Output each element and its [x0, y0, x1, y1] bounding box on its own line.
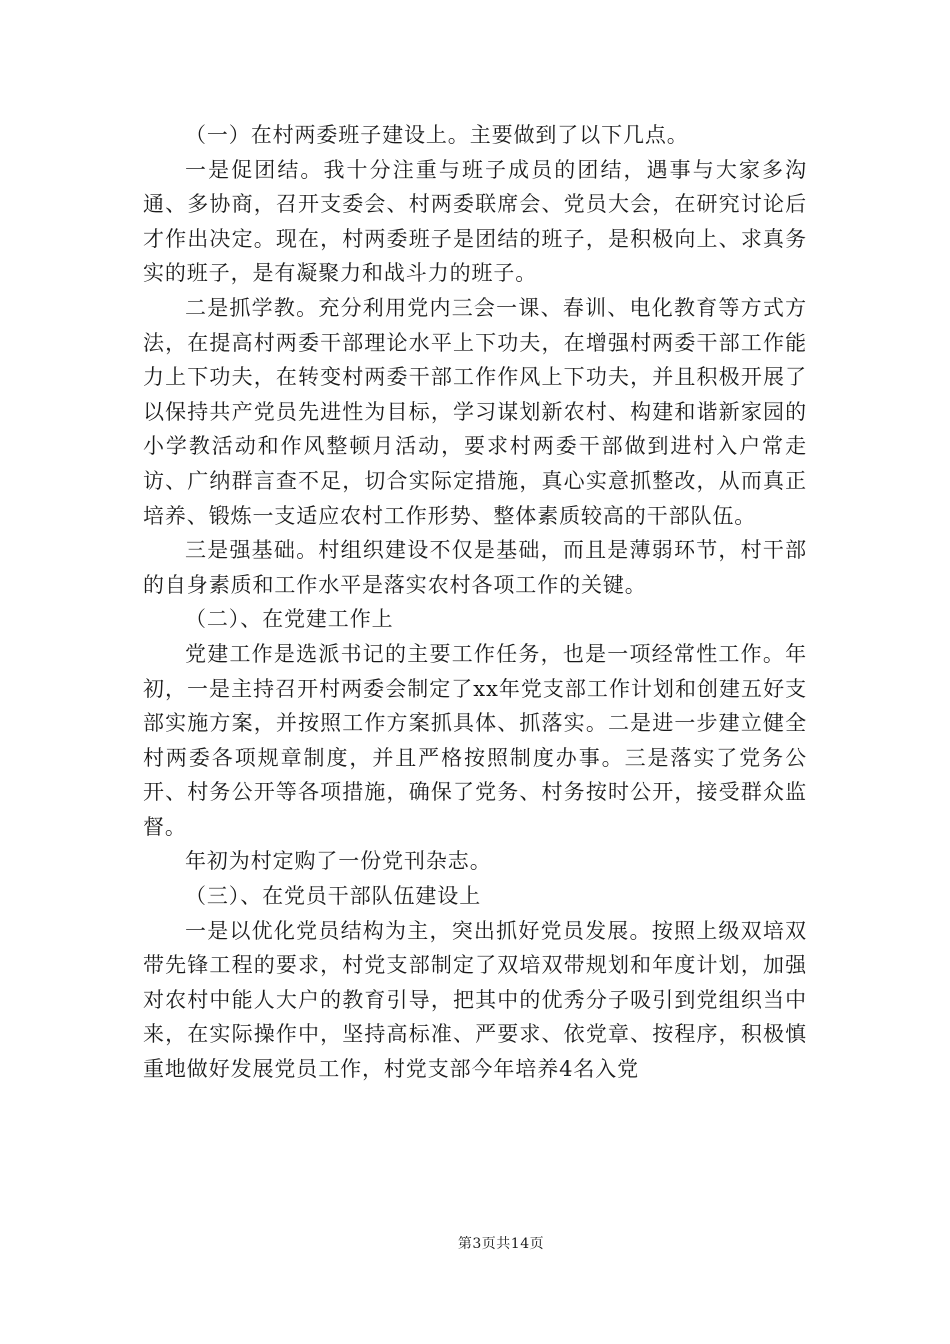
paragraph-study: 二是抓学教。充分利用党内三会一课、春训、电化教育等方式方法，在提高村两委干部理论水平上下功夫，在增强村两委干部工作能力上下功夫，在转变村两委干部工作作风上下功夫，并且积极开展了以保持共产党员先进性为目标，学习谋划新农村、构建和谐新家园的小学教活动和作风整顿月活动，要求村两委干部做到进村入户常走访、广纳群言查不足，切合实际定措施，真心实意抓整改，从而真正培养、锻炼一支适应农村工作形势、整体素质较高的干部队伍。	[143, 295, 807, 528]
section-heading-1: （一）在村两委班子建设上。主要做到了以下几点。	[185, 123, 689, 147]
paragraph-foundation: 三是强基础。村组织建设不仅是基础，而且是薄弱环节，村干部的自身素质和工作水平是落实农村各项工作的关键。	[143, 538, 807, 597]
paragraph-member-development: 一是以优化党员结构为主，突出抓好党员发展。按照上级双培双带先锋工程的要求，村党支部制定了双培双带规划和年度计划，加强对农村中能人大户的教育引导，把其中的优秀分子吸引到党组织当中来，在实际操作中，坚持高标准、严要求、依党章、按程序，积极慎重地做好发展党员工作，村党支部今年培养4名入党	[143, 918, 807, 1082]
document-body	[143, 118, 807, 1087]
page-number-footer: 第3页共14页	[457, 1236, 545, 1252]
paragraph-unity: 一是促团结。我十分注重与班子成员的团结，遇事与大家多沟通、多协商，召开支委会、村两委联席会、党员大会，在研究讨论后才作出决定。现在，村两委班子是团结的班子，是积极向上、求真务实的班子，是有凝聚力和战斗力的班子。	[143, 157, 807, 286]
paragraph-magazine: 年初为村定购了一份党刊杂志。	[185, 849, 492, 874]
paragraph-party-building: 党建工作是选派书记的主要工作任务，也是一项经常性工作。年初，一是主持召开村两委会制定了xx年党支部工作计划和创建五好支部实施方案，并按照工作方案抓具体、抓落实。二是进一步建立健全村两委各项规章制度，并且严格按照制度办事。三是落实了党务公开、村务公开等各项措施，确保了党务、村务按时公开，接受群众监督。	[143, 641, 807, 839]
section-heading-2: （二）、在党建工作上	[185, 607, 394, 632]
section-heading-3: （三）、在党员干部队伍建设上	[185, 884, 482, 909]
